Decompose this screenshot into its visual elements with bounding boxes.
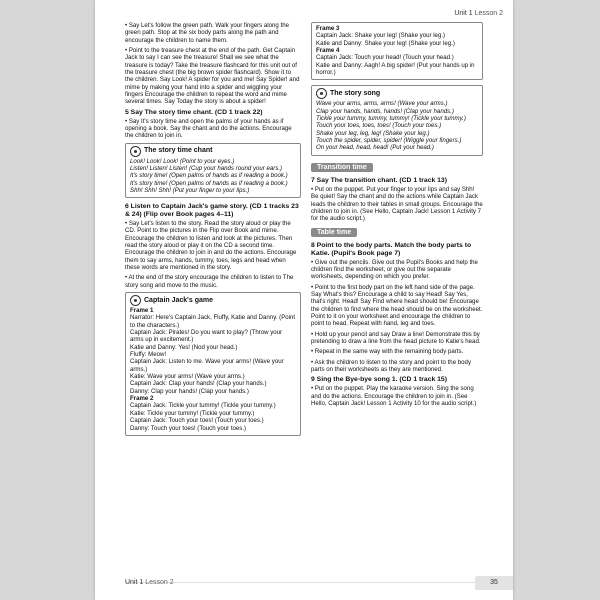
page-number: 35 [475, 576, 513, 590]
paragraph: • Say Let's follow the green path. Walk your fingers along the green path. Stop at the six body parts along the path and encourage the children to name them. [125, 22, 289, 44]
paragraph: • Hold up your pencil and say Draw a line! Demonstrate this by pretending to draw a line from the head picture to Katie's head. [311, 330, 481, 346]
footer-divider [125, 582, 475, 583]
story-time-chant-box: The story time chant Look! Look! Look! (Point to your eyes.) Listen! Listen! Listen! (Cup your hands round your ears.) It's story time! (Open palms of hands as if reading a book.) It's story time! (Open palms of hands as if reading a book.) Shh! Shh! Shh! (Put your finger to your lips.) [125, 143, 301, 199]
paragraph: • Say It's story time and open the palms of your hands as if opening a book. Say the chant and do the actions. Encourage the children to join in. [125, 117, 292, 140]
table-time-label: Table time [311, 228, 357, 237]
paragraph: • Give out the pencils. Give out the Pupil's Books and help the children find the worksheet, or give out the separate worksheets, depending on which you prefer. [311, 258, 478, 281]
paragraph: • Ask the children to listen to the story and point to the body parts on their worksheets as they are mentioned. [311, 358, 471, 374]
activity-heading: 8 Point to the body parts. Match the body parts to Katie. (Pupil's Book page 7) [311, 242, 472, 257]
paragraph: • Point to the first body part on the left hand side of the page. Say What's this? Encourage a child to say Head! Say Yes, that's right. Head! Say Find where head should be! Encourage the children to find where the head should be on the worksheet. Point to it on your worksheet and encourage the children to point to head. Repeat with hand, leg and toes. [311, 283, 483, 328]
paragraph: • Put on the puppet. Play the karaoke version. Sing the song and do the actions. Encourage the children to join in. (See Hello, Captain Jack! Lesson 1 Activity 10 for the audio script.) [311, 385, 477, 407]
activity-heading: 6 Listen to Captain Jack's game story. (CD 1 tracks 23 & 24) (Flip over Book pages 4–11) [125, 203, 299, 219]
paragraph: • Put on the puppet. Put your finger to your lips and say Shh! Be quiet! Say the chant and do the actions while Captain Jack leads the children to their tables in small groups. Encourage the children to join in. (See Hello, Captain Jack! Lesson 1 Activity 7 for the audio script.) [311, 185, 483, 223]
page-header: Unit 1 Lesson 2 [454, 10, 503, 17]
right-column [311, 22, 483, 410]
cd-icon [316, 88, 327, 99]
paragraph: • Say Let's listen to the story. Read the story aloud or play the CD. Point to the pictures in the Flip over Book and mime. Encourage the children to listen and look at the pictures. Then read the story aloud or play it on the CD a second time. Encourage the children to join in and do the actions. Encourage them to say arms, hands, tummy, toes, legs and head when these words are mentioned in the story. [125, 219, 297, 271]
left-column [125, 22, 301, 441]
paragraph: • Repeat in the same way with the remaining body parts. [311, 348, 464, 356]
activity-heading: 9 Sing the Bye-bye song 1. (CD 1 track 15) [311, 376, 447, 384]
story-song-box: The story song Wave your arms, arms, arms! (Wave your arms.) Clap your hands, hands, hands! (Clap your hands.) Tickle your tummy, tummy, tummy! (Tickle your tummy.) Touch your toes, toes, toes! (Touch your toes.) Shake your leg, leg, leg! (Shake your leg.) Touch the spider, spider, spider! (Wiggle your fingers.) On your head, head, head! (Put your head.) [311, 85, 483, 155]
activity-heading: 7 Say The transition chant. (CD 1 track 13) [311, 177, 447, 185]
cd-icon [130, 295, 141, 306]
activity-heading: 5 Say The story time chant. (CD 1 track 22) [125, 108, 263, 116]
captain-jacks-game-box: Captain Jack's game Frame 1 Narrator: Here's Captain Jack, Fluffy, Katie and Danny. (Point to the characters.) Captain Jack: Pirates! Do you want to play? (Throw your arms up in excitement.) Katie and Danny: Yes! (Nod your head.) Fluffy: Meow! Captain Jack: Listen to me. Wave your arms! (Wave your arms.) Katie: Wave your arms! (Wave your arms.) Captain Jack: Clap your hands! (Clap your hands.) Danny: Clap your hands! (Clap your hands.) Frame 2 Captain Jack: Tickle your tummy! (Tickle your tummy.) Katie: Tickle your tummy! (Tickle your tummy.) Captain Jack: Touch your toes! (Touch your toes.) Danny: Touch your toes! (Touch your toes.) [125, 292, 301, 436]
cd-icon [130, 146, 141, 157]
paragraph: • At the end of the story encourage the children to listen to The story song and move to the music. [125, 274, 294, 289]
page-footer: Unit 1 Lesson 2 [125, 579, 174, 586]
textbook-page [95, 0, 513, 600]
paragraph: • Point to the treasure chest at the end of the path. Get Captain Jack to say I can see the treasure! Shall we see what the treasure is today? Take the treasure flashcard for this unit out of the treasure chest (the big brown spider flashcard). Show it to the children. Say Look! A spider for you and me! Say Spider! and mime by making your hand into a spider and wiggling your fingers Encourage the children to repeat the word and mime several times. Say Today the story is about a spider! [125, 47, 300, 106]
game-frames-continued-box: Frame 3 Captain Jack: Shake your leg! (Shake your leg.) Katie and Danny: Shake your leg! (Shake your leg.) Frame 4 Captain Jack: Touch your head! (Touch your head.) Katie and Danny: Aagh! A big spider! (Put your hands up in horror.) [311, 22, 483, 80]
transition-time-label: Transition time [311, 163, 373, 172]
